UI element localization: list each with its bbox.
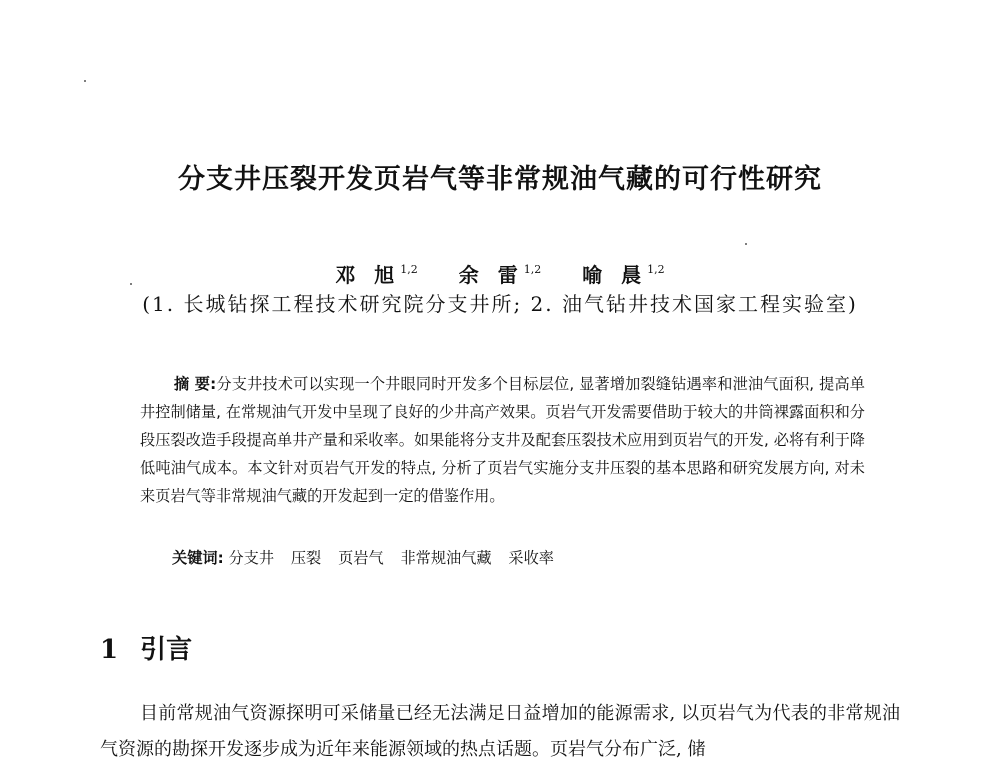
- section-heading: [100, 630, 192, 670]
- paper-title: 分支井压裂开发页岩气等非常规油气藏的可行性研究: [178, 164, 822, 195]
- author-list: [0, 256, 1000, 289]
- abstract-text: 分支井技术可以实现一个井眼同时开发多个目标层位, 显著增加裂缝钻遇率和泄油气面积, 提高单井控制储量, 在常规油气开发中呈现了良好的少井高产效果。页岩气开发需要借助于较大的井筒裸露面积和分段压裂改造手段提高单井产量和采收率。如果能将分支井及配套压裂技术应用到页岩气的开发, 必将有利于降低吨油气成本。本文针对页岩气开发的特点, 分析了页岩气实施分支井压裂的基本思路和研究发展方向, 对未来页岩气等非常规油气藏的开发起到一定的借鉴作用。: [140, 375, 865, 505]
- body-paragraph: 目前常规油气资源探明可采储量已经无法满足日益增加的能源需求, 以页岩气为代表的非常规油气资源的勘探开发逐步成为近年来能源领域的热点话题。页岩气分布广泛, 储: [100, 703, 900, 760]
- scan-speck: [745, 243, 747, 245]
- keyword: 采收率: [508, 549, 554, 567]
- author: [582, 263, 664, 287]
- abstract-label: 摘 要:: [174, 375, 217, 393]
- keywords-label: 关键词:: [172, 549, 224, 567]
- author-affiliation-mark: 1,2: [523, 263, 542, 276]
- scan-speck: [84, 80, 86, 82]
- abstract: [140, 370, 865, 510]
- keyword: 压裂: [290, 549, 322, 567]
- keywords: [172, 544, 872, 572]
- section-title: 引言: [140, 635, 193, 665]
- author: [335, 263, 417, 287]
- author-affiliation-mark: 1,2: [647, 263, 665, 276]
- author-affiliation-mark: 1,2: [400, 263, 418, 276]
- author: [459, 263, 541, 287]
- keyword: 页岩气: [338, 549, 384, 567]
- keyword: 非常规油气藏: [400, 549, 492, 567]
- author-name: 喻 晨: [582, 263, 648, 287]
- affiliation: (1. 长城钻探工程技术研究院分支井所; 2. 油气钻井技术国家工程实验室): [142, 292, 858, 316]
- section-number: 1: [100, 635, 119, 665]
- author-name: 余 雷: [458, 263, 524, 287]
- author-name: 邓 旭: [335, 263, 401, 287]
- keyword: 分支井: [228, 549, 275, 567]
